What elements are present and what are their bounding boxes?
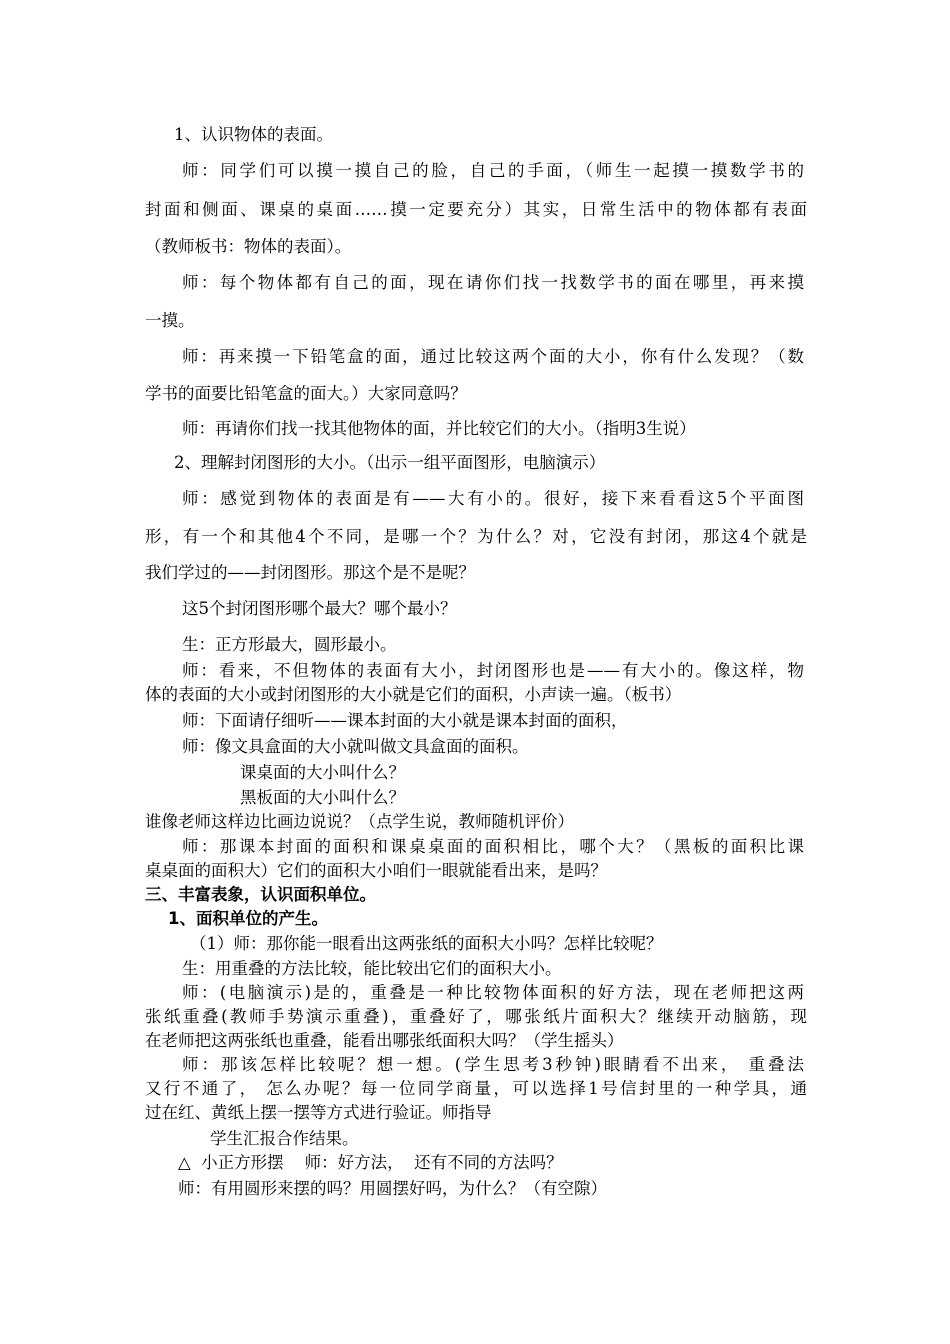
paragraph-line: 学书的面要比铅笔盒的面大。）大家同意吗？ [145, 384, 467, 403]
paragraph-line: 一摸。 [145, 311, 195, 330]
paragraph-line: 在老师把这两张纸也重叠，能看出哪张纸面积大吗？（学生摇头） [145, 1031, 624, 1050]
paragraph-line: （教师板书：物体的表面）。 [145, 237, 352, 256]
paragraph-line: 桌桌面的面积大）它们的面积大小咱们一眼就能看出来，是吗？ [145, 861, 607, 880]
paragraph-line: △ 小正方形摆 师：好方法， 还有不同的方法吗？ [178, 1153, 563, 1172]
paragraph-line: 师：看来，不但物体的表面有大小，封闭图形也是——有大小的。像这样，物 [182, 661, 804, 680]
paragraph-line: 又行不通了， 怎么办呢？每一位同学商量，可以选择1号信封里的一种学具，通 [145, 1079, 807, 1098]
section-heading: 三、丰富表象，认识面积单位。 [145, 885, 376, 904]
paragraph-line: 师：有用圆形来摆的吗？用圆摆好吗，为什么？（有空隙） [178, 1179, 607, 1198]
paragraph-line: 生：正方形最大，圆形最小。 [182, 635, 397, 654]
paragraph-line: 师：那课本封面的面积和课桌桌面的面积相比，哪个大？（黑板的面积比课 [182, 837, 804, 856]
paragraph-line: 黑板面的大小叫什么？ [240, 788, 405, 807]
paragraph-line: 师：下面请仔细听——课本封面的大小就是课本封面的面积， [182, 711, 628, 730]
paragraph-line: 生：用重叠的方法比较，能比较出它们的面积大小。 [182, 959, 562, 978]
paragraph-line: 张纸重叠(教师手势演示重叠)，重叠好了，哪张纸片面积大？继续开动脑筋，现 [145, 1007, 807, 1026]
paragraph-line: 师：再请你们找一找其他物体的面，并比较它们的大小。（指明3生说） [182, 419, 696, 438]
paragraph-line: 这5个封闭图形哪个最大？哪个最小？ [182, 599, 457, 618]
paragraph-line: 封面和侧面、课桌的桌面……摸一定要充分）其实，日常生活中的物体都有表面 [145, 200, 807, 219]
paragraph-line: 师：(电脑演示)是的，重叠是一种比较物体面积的好方法，现在老师把这两 [182, 983, 804, 1002]
paragraph-line: （1）师：那你能一眼看出这两张纸的面积大小吗？怎样比较呢？ [190, 934, 663, 953]
subheading-1: 1、认识物体的表面。 [174, 125, 333, 144]
paragraph-line: 课桌面的大小叫什么？ [240, 763, 405, 782]
subheading-3: 1、面积单位的产生。 [168, 909, 328, 928]
paragraph-line: 体的表面的大小或封闭图形的大小就是它们的面积，小声读一遍。（板书） [145, 685, 682, 704]
paragraph-line: 师：同学们可以摸一摸自己的脸，自己的手面，（师生一起摸一摸数学书的 [182, 161, 804, 180]
paragraph-line: 师：那该怎样比较呢？想一想。(学生思考3秒钟)眼睛看不出来， 重叠法 [182, 1055, 804, 1074]
paragraph-line: 师：再来摸一下铅笔盒的面，通过比较这两个面的大小，你有什么发现？（数 [182, 347, 804, 366]
paragraph-line: 师：像文具盒面的大小就叫做文具盒面的面积。 [182, 737, 529, 756]
paragraph-line: 师：每个物体都有自己的面，现在请你们找一找数学书的面在哪里，再来摸 [182, 273, 804, 292]
paragraph-line: 学生汇报合作结果。 [210, 1129, 359, 1148]
subheading-2: 2、理解封闭图形的大小。（出示一组平面图形，电脑演示） [174, 453, 606, 472]
paragraph-line: 师：感觉到物体的表面是有——大有小的。很好，接下来看看这5个平面图 [182, 489, 804, 508]
paragraph-line: 过在红、黄纸上摆一摆等方式进行验证。师指导 [145, 1103, 492, 1122]
paragraph-line: 谁像老师这样边比画边说说？（点学生说，教师随机评价） [145, 812, 574, 831]
paragraph-line: 我们学过的——封闭图形。那这个是不是呢？ [145, 563, 475, 582]
paragraph-line: 形，有一个和其他4个不同，是哪一个？为什么？对，它没有封闭，那这4个就是 [145, 527, 807, 546]
